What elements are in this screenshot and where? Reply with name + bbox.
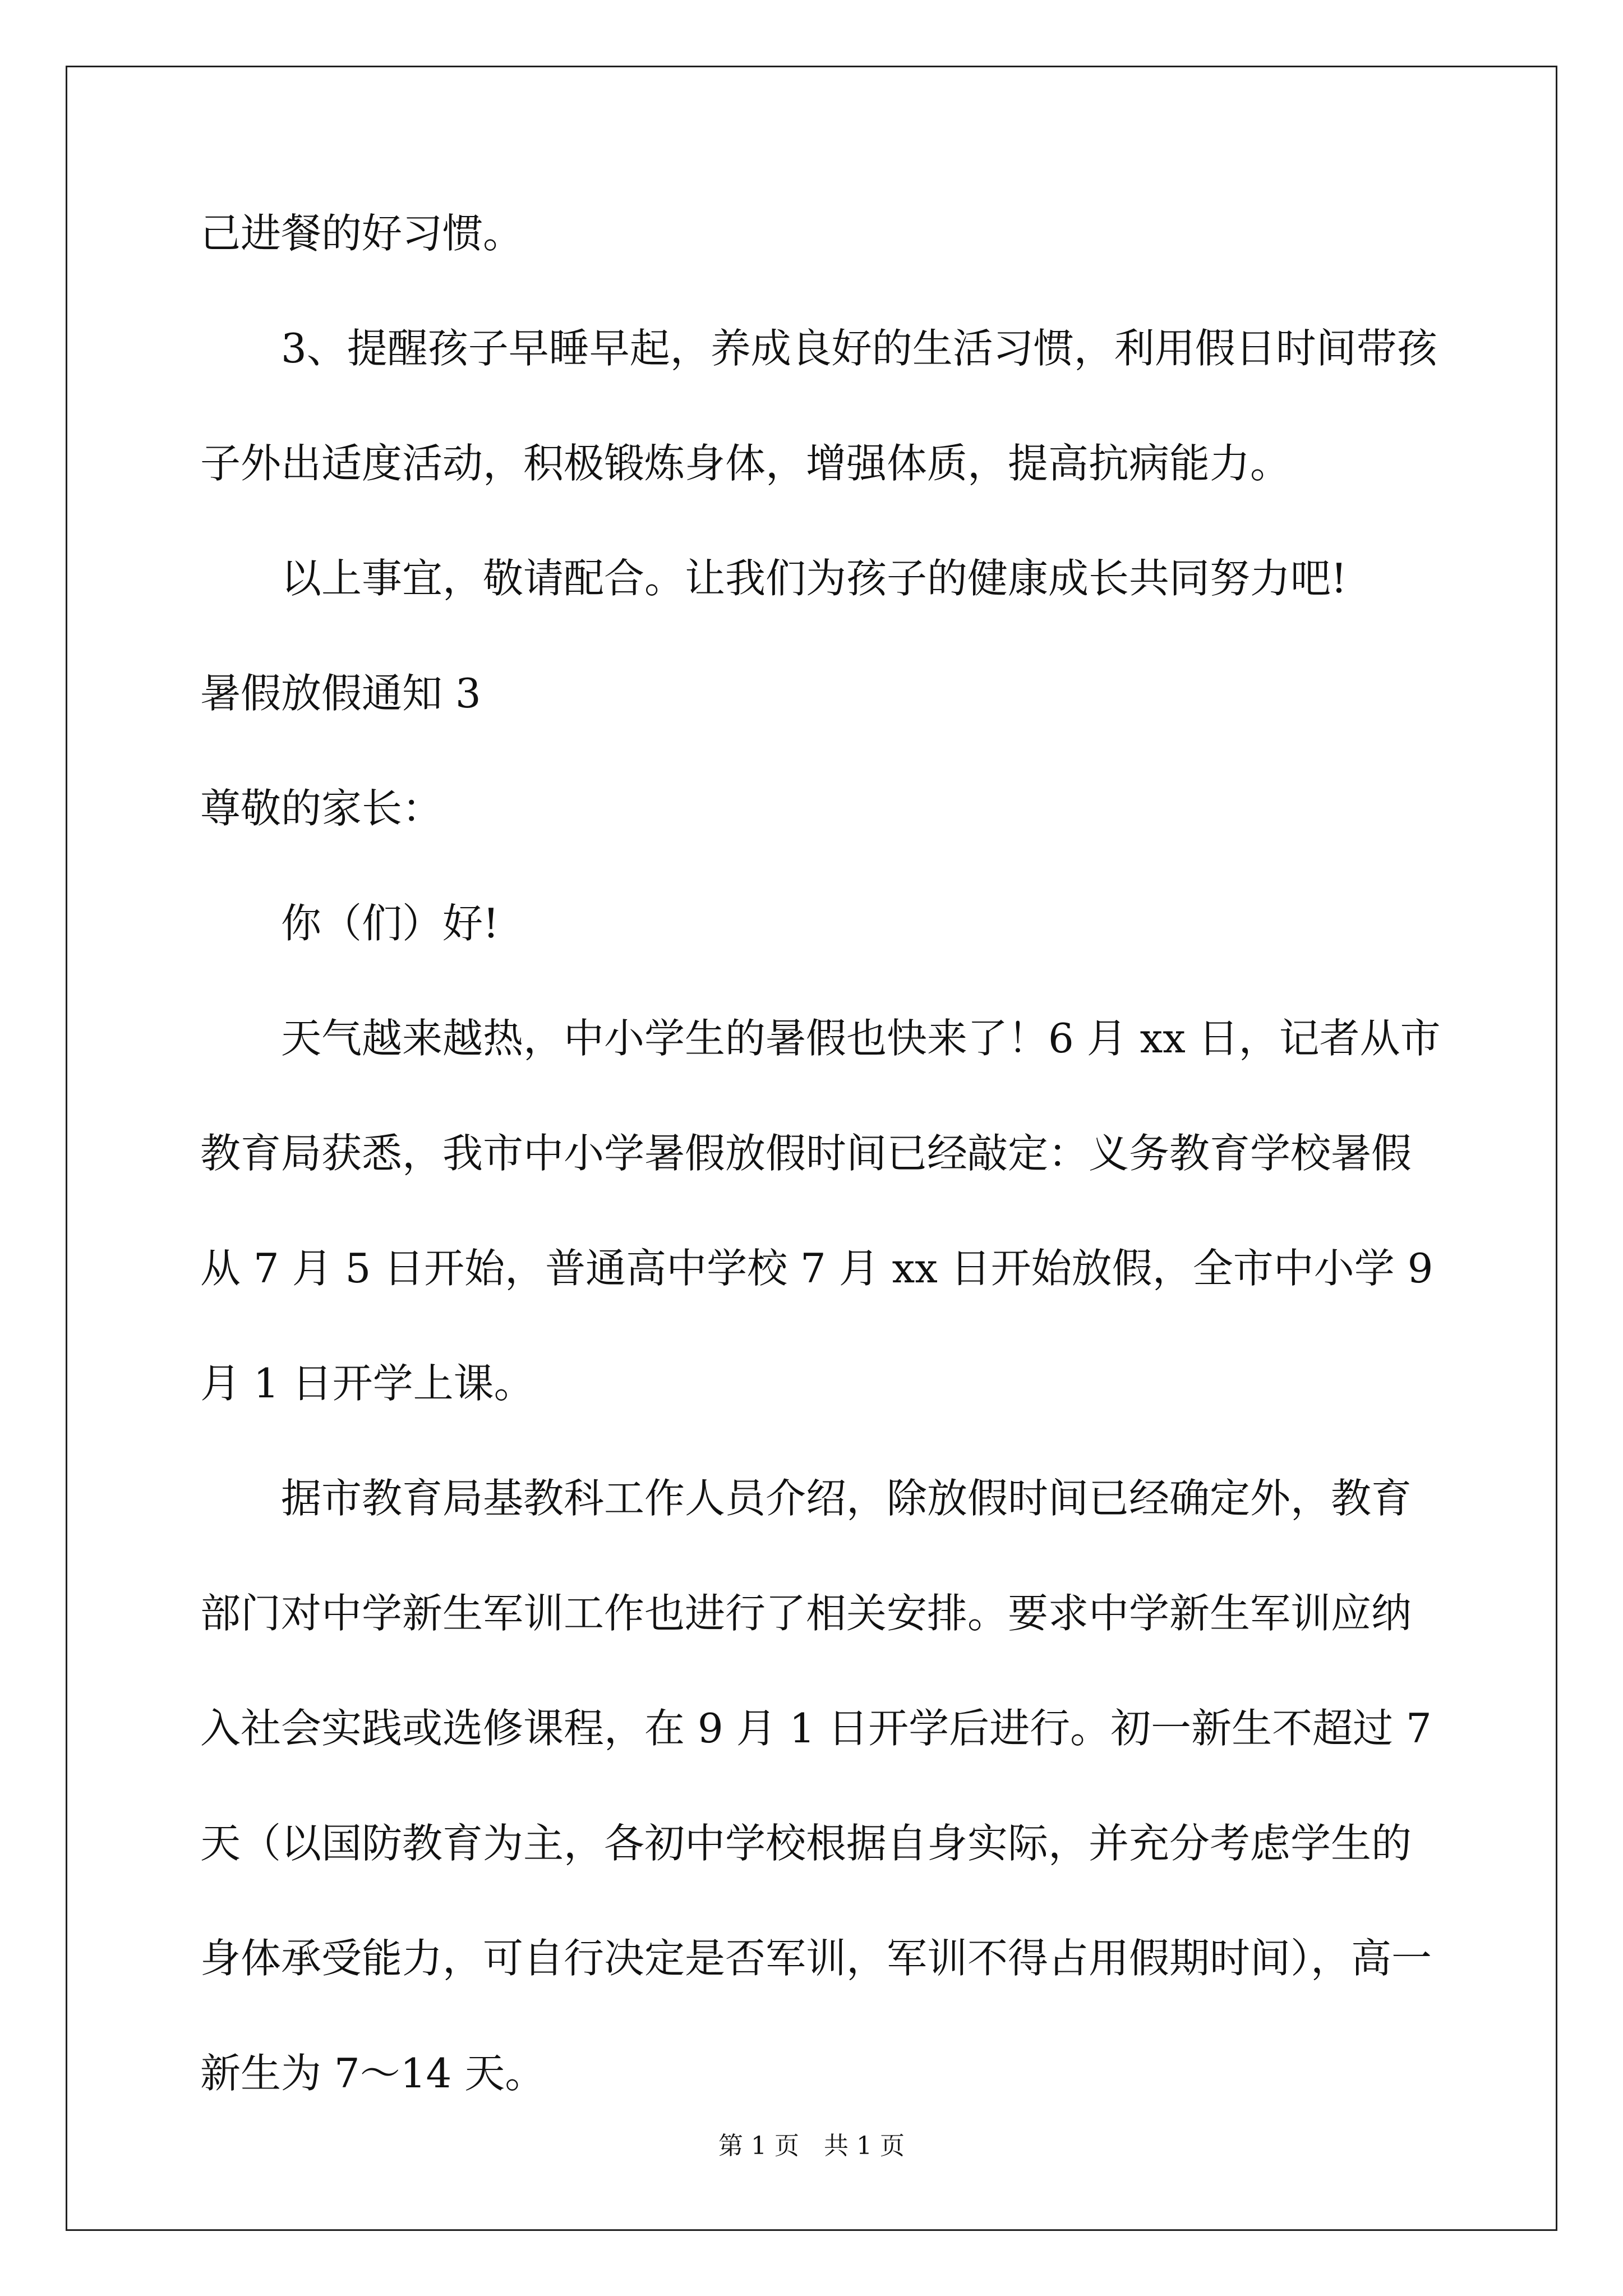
text-line: 3、提醒孩子早睡早起，养成良好的生活习惯，利用假日时间带孩	[281, 325, 1437, 372]
text-line: 部门对中学新生军训工作也进行了相关安排。要求中学新生军训应纳	[200, 1590, 1412, 1637]
text-line: 月 1 日开学上课。	[200, 1360, 534, 1407]
text-line: 天（以国防教育为主，各初中学校根据自身实际，并充分考虑学生的	[200, 1820, 1412, 1867]
text-line: 教育局获悉，我市中小学暑假放假时间已经敲定：义务教育学校暑假	[200, 1130, 1412, 1177]
text-line: 子外出适度活动，积极锻炼身体，增强体质，提高抗病能力。	[200, 440, 1291, 487]
text-line: 天气越来越热，中小学生的暑假也快来了！6 月 xx 日，记者从市	[281, 1015, 1441, 1062]
text-line: 据市教育局基教科工作人员介绍，除放假时间已经确定外，教育	[281, 1475, 1412, 1522]
text-line: 以上事宜，敬请配合。让我们为孩子的健康成长共同努力吧!	[281, 555, 1347, 602]
section-heading: 暑假放假通知 3	[200, 670, 481, 717]
text-line: 新生为 7～14 天。	[200, 2050, 546, 2097]
page-footer: 第 1 页 共 1 页	[718, 2132, 905, 2160]
text-line: 己进餐的好习惯。	[200, 210, 524, 257]
text-line: 从 7 月 5 日开始，普通高中学校 7 月 xx 日开始放假，全市中小学 9	[200, 1245, 1433, 1292]
greeting: 你（们）好!	[281, 900, 499, 947]
salutation: 尊敬的家长：	[200, 785, 443, 832]
text-line: 身体承受能力，可自行决定是否军训，军训不得占用假期时间），高一	[200, 1935, 1432, 1982]
text-line: 入社会实践或选修课程，在 9 月 1 日开学后进行。初一新生不超过 7	[200, 1705, 1432, 1752]
